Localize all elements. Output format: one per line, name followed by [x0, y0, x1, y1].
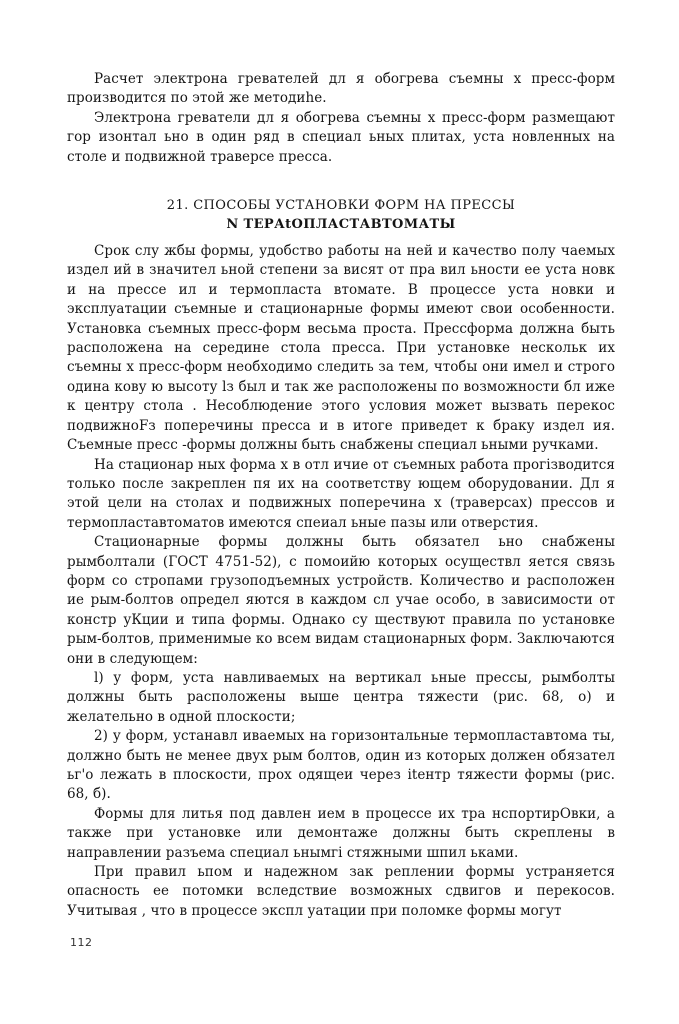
body-paragraph-3: Стационарные формы должны быть обязател ьно снабжены рымболтали (ГОСТ 4751-52), с помоийю которых осуществл яется связь форм со стропами грузоподъемных устройств. Количество и расположен ие рым-болтов определ яются в каждом сл учае особо, в зависимости от констр уКции и типа формы. Однако су ществуют правила по установке рым-болтов, применимые ко всем видам стационарных форм. Заключаются они в следующем:	[67, 534, 615, 667]
page-content	[67, 70, 615, 921]
body-paragraph-2: На стационар ных форма х в отл ичие от съемных работа прогізводится только после закреплен пя их на соответству ющем оборудовании. Дл я этой цели на столах и подвижных поперечина х (траверсах) прессов и термопластавтоматов имеются спеиал ьные пазы или отверстия.	[67, 456, 615, 531]
page-number: 112	[70, 936, 93, 949]
intro-paragraph-2: Электрона греватели дл я обогрева съемны х пресс-форм размещают гор изонтал ьно в один ряд в специал ьных плитах, уста новленных на столе и подвижной траверсе пресса.	[67, 109, 615, 165]
body-paragraph-7: При правил ьпом и надежном зак реплении формы устраняется опасность ее потомки вследствие возможных сдвигов и перекосов. Учитывая , что в процессе экспл уатации при поломке формы могут	[67, 864, 615, 919]
section-heading-line-1: 21. СПОСОБЫ УСТАНОВКИ ФОРМ НА ПРЕССЫ	[166, 198, 516, 214]
body-list-item-1: l) у форм, уста навливаемых на вертикал ьные прессы, рымболты должны быть расположены выше центра тяжести (рис. 68, о) и желательно в одной плоскости;	[67, 669, 615, 725]
section-body	[67, 242, 615, 921]
section-heading	[67, 197, 615, 234]
body-list-item-2: 2) у форм, устанавл иваемых на горизонтальные термопластавтома ты, должно быть не менее двух рым болтов, один из которых должен обязател ьг'о лежать в плоскости, прох одящеи через itентр тяжести формы (рис. 68, б).	[67, 728, 615, 803]
intro-paragraph-1: Расчет электрона гревателей дл я обогрева съемны х пресс-форм производится по этой же методиhe.	[67, 71, 615, 107]
body-paragraph-6: Формы для литья под давлен ием в процессе их тра нспортирОвки, а также при установке или демонтаже должны быть скреплены в направлении разъема специал ьнымгі стяжными шпил ьками.	[67, 805, 615, 861]
body-paragraph-1: Срок слу жбы формы, удобство работы на ней и качество полу чаемых издел ий в значител ьной степени за висят от пра вил ьности ее уста новк и на прессе ил и термопласта втомате. В процессе уста новки и эксплуатации съемные и стационарные формы имеют свои особенности. Установка съемных пресс-форм весьма проста. Прессформа должна быть расположена на середине стола пресса. При установке нескольк их съемны х пресс-форм необходимо следить за тем, чтобы они имел и строго одина кову ю высоту lз был и так же расположены по возможности бл иже к центру стола . Несоблюдение этого условия может вызвать перекос подвижноFз поперечины пресса и в итоге приведет к браку издел ия. Съемные пресс -формы должны быть снабжены специал ьными ручками.	[67, 243, 615, 454]
intro-section	[67, 70, 615, 167]
section-heading-line-2: N ТЕРАtОПЛАСТАВТОМАТЫ	[226, 216, 456, 232]
